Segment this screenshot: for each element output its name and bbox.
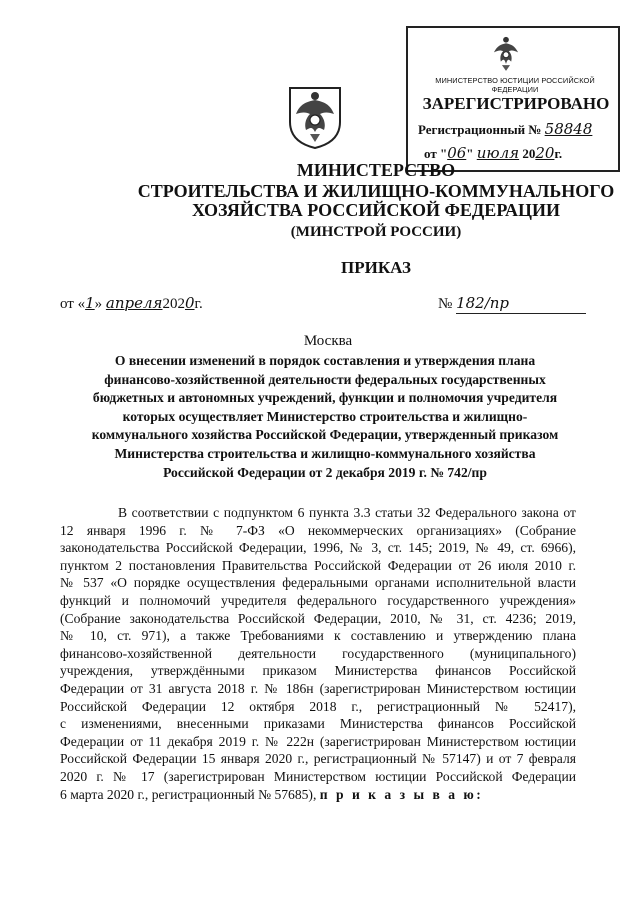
body-line: Российской Федерации 12 октября 2018 г., регистрационный № 52417), xyxy=(60,698,576,714)
body-line: (Собрание законодательства Российской Федерации, 2010, № 31, ст. 4236; 2019, xyxy=(60,610,576,626)
title-line: финансово-хозяйственной деятельности федеральных государственных xyxy=(104,371,546,387)
body-line: 2020 г. № 17 (зарегистрирован Министерством юстиции Российской Федерации xyxy=(60,768,576,784)
stamp-date-year: 20 xyxy=(535,144,555,162)
body-last-text: 6 марта 2020 г., регистрационный № 57685), xyxy=(60,786,317,802)
order-number xyxy=(438,294,586,314)
ministry-title-line3: ХОЗЯЙСТВА РОССИЙСКОЙ ФЕДЕРАЦИИ xyxy=(191,200,561,220)
stamp-registered-label: ЗАРЕГИСТРИРОВАНО xyxy=(422,94,610,113)
stamp-date-year-prefix: 20 xyxy=(522,146,536,161)
order-directive: п р и к а з ы в а ю: xyxy=(319,786,484,802)
title-line: Российской Федерации от 2 декабря 2019 г. № 742/пр xyxy=(163,464,487,480)
stamp-registration-number xyxy=(418,120,592,138)
body-line: с изменениями, внесенными приказами Министерства финансов Российской xyxy=(60,716,576,732)
coat-of-arms-emblem xyxy=(286,84,344,150)
stamp-date-prefix: от " xyxy=(424,146,448,161)
body-line: функций и полномочий учредителя федерального государственного учреждения» xyxy=(60,592,576,608)
body-line: Федерации от 31 августа 2018 г. № 186н (зарегистрирован Министерством юстиции xyxy=(60,680,576,696)
body-line: пунктом 2 постановления Правительства Российской Федерации от 26 июля 2010 г. xyxy=(60,557,576,573)
body-line: № 537 «О порядке осуществления федеральными органами исполнительной власти xyxy=(60,575,576,591)
order-title xyxy=(66,352,584,482)
document-type: ПРИКАЗ xyxy=(341,258,411,277)
stamp-emblem xyxy=(489,34,523,72)
order-date-mid: » xyxy=(94,296,103,312)
body-line: законодательства Российской Федерации, 1996, № 3, ст. 145; 2019, № 49, ст. 6966), xyxy=(60,540,576,556)
city: Москва xyxy=(303,333,353,349)
ministry-title-line1: МИНИСТЕРСТВО xyxy=(296,160,456,180)
order-month: апреля xyxy=(105,294,163,312)
order-day: 1 xyxy=(85,294,95,312)
stamp-date-day: 06 xyxy=(447,144,467,162)
body-line: № 10, ст. 971), а также Требованиями к составлению и утверждению плана xyxy=(60,628,576,644)
stamp-ministry-name: МИНИСТЕРСТВО ЮСТИЦИИ РОССИЙСКОЙ ФЕДЕРАЦИИ xyxy=(435,76,595,94)
body-line: учреждения, утверждёнными приказом Министерства финансов Российской xyxy=(60,663,576,679)
stamp-reg-number: 58848 xyxy=(544,120,593,138)
order-year-suffix: г. xyxy=(194,296,203,312)
order-number-value: 182/пр xyxy=(456,294,510,312)
title-line: коммунального хозяйства Российской Федерации, утвержденный приказом xyxy=(91,427,559,443)
title-line: Министерства строительства и жилищно-коммунального хозяйства xyxy=(114,445,536,461)
ministry-title-line2: СТРОИТЕЛЬСТВА И ЖИЛИЩНО-КОММУНАЛЬНОГО xyxy=(137,181,615,201)
stamp-date-suffix: г. xyxy=(554,146,563,161)
stamp-date-mid: " xyxy=(466,146,474,161)
body-line-last xyxy=(60,786,576,804)
stamp-date-month: июля xyxy=(476,144,520,162)
order-body xyxy=(60,504,576,803)
body-line: Российской Федерации 15 января 2020 г., регистрационный № 57147) и от 7 февраля xyxy=(60,751,576,767)
order-date-prefix: от « xyxy=(60,296,86,312)
body-line: В соответствии с подпунктом 6 пункта 3.3 статьи 32 Федерального закона от xyxy=(118,505,576,520)
title-line: бюджетных и автономных учреждений, функции и полномочия учредителя xyxy=(92,390,558,406)
stamp-reg-label: Регистрационный № xyxy=(418,122,542,137)
body-line: финансово-хозяйственной деятельности государственного (муниципального) xyxy=(60,645,576,661)
order-number-label: № xyxy=(438,296,453,312)
ministry-short-name: (МИНСТРОЙ РОССИИ) xyxy=(290,224,462,240)
title-line: О внесении изменений в порядок составления и утверждения плана xyxy=(114,353,536,368)
body-line: 12 января 1996 г. № 7-ФЗ «О некоммерческих организациях» (Собрание xyxy=(60,522,576,538)
order-year-hand: 0 xyxy=(184,294,195,312)
order-year-prefix: 202 xyxy=(162,296,185,312)
order-date xyxy=(60,294,203,313)
title-line: которых осуществляет Министерство строительства и жилищно- xyxy=(122,408,528,424)
body-line: Федерации от 11 декабря 2019 г. № 222н (зарегистрирован Министерством юстиции xyxy=(60,733,576,749)
